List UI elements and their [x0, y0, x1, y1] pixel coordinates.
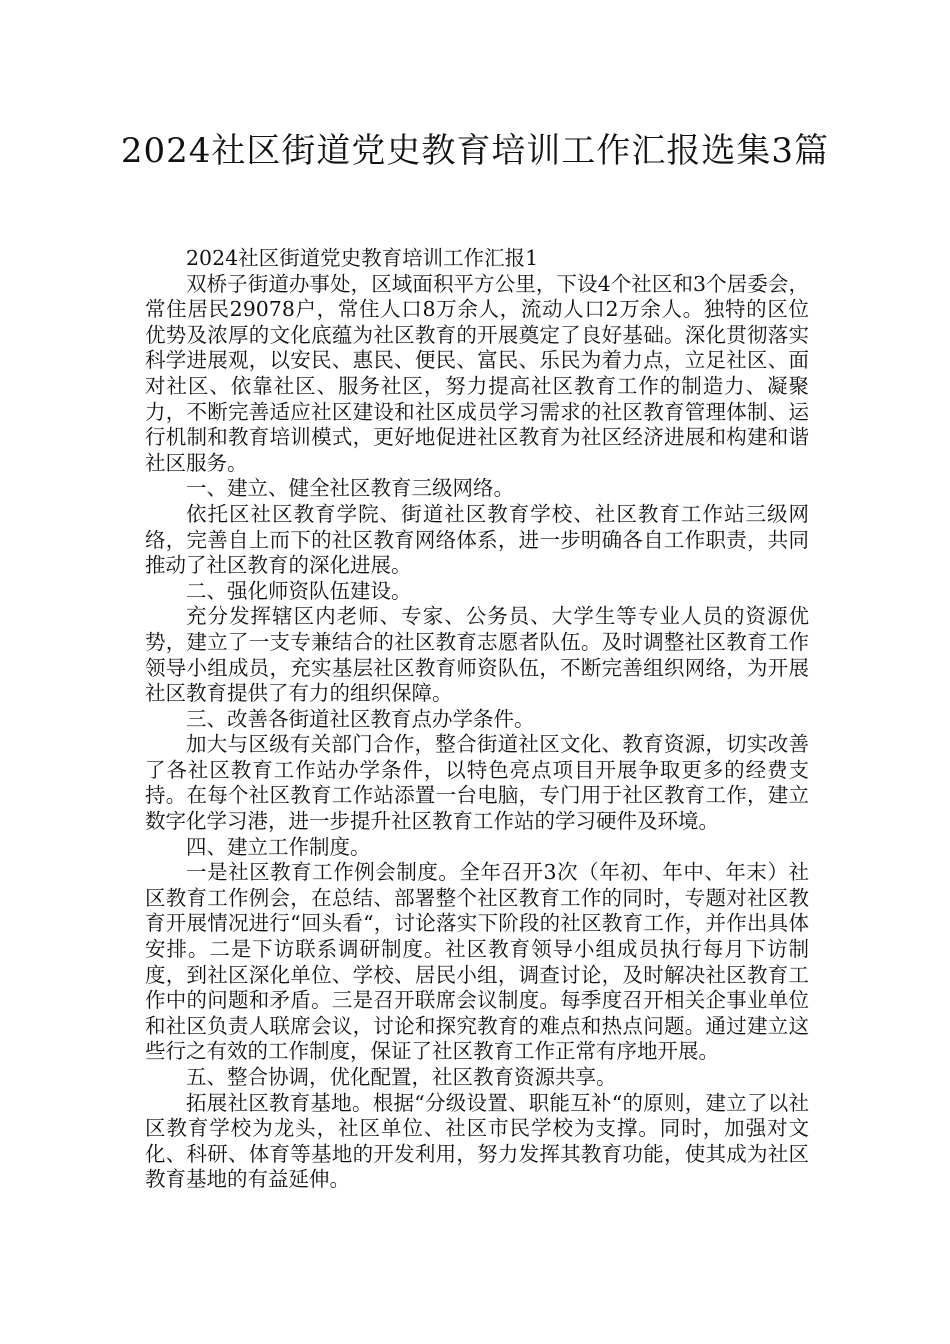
section-heading-2: 二、强化师资队伍建设。	[186, 578, 412, 603]
section-heading: 2024社区街道党史教育培训工作汇报1	[186, 246, 539, 270]
section-heading-5: 五、整合协调，优化配置，社区教育资源共享。	[186, 1065, 617, 1089]
paragraph-network: 依托区社区教育学院、街道社区教育学校、社区教育工作站三级网络，完善自上而下的社区教育网络体系，进一步明确各自工作职责，共同推动了社区教育的深化进展。	[145, 501, 809, 578]
paragraph-resources: 拓展社区教育基地。根据“分级设置、职能互补“的原则，建立了以社区教育学校为龙头，社区单位、社区市民学校为支撑。同时，加强对文化、科研、体育等基地的开发利用，努力发挥其教育功能，使其成为社区教育基地的有益延伸。	[145, 1090, 809, 1192]
paragraph-teachers: 充分发挥辖区内老师、专家、公务员、大学生等专业人员的资源优势，建立了一支专兼结合的社区教育志愿者队伍。及时调整社区教育工作领导小组成员，充实基层社区教育师资队伍，不断完善组织网络，为开展社区教育提供了有力的组织保障。	[145, 604, 809, 706]
section-heading-3: 三、改善各街道社区教育点办学条件。	[186, 706, 535, 731]
paragraph-conditions: 加大与区级有关部门合作，整合街道社区文化、教育资源，切实改善了各社区教育工作站办学条件，以特色亮点项目开展争取更多的经费支持。在每个社区教育工作站添置一台电脑，专门用于社区教育工作，建立数字化学习港，进一步提升社区教育工作站的学习硬件及环境。	[145, 732, 809, 834]
section-heading-4: 四、建立工作制度。	[186, 834, 371, 859]
document-title: 2024社区街道党史教育培训工作汇报选集3篇	[120, 131, 830, 171]
paragraph-intro: 双桥子街道办事处，区域面积平方公里，下设4个社区和3个居委会，常住居民29078户，常住人口8万余人，流动人口2万余人。独特的区位优势及浓厚的文化底蕴为社区教育的开展奠定了良好基础。深化贯彻落实科学进展观，以安民、惠民、便民、富民、乐民为着力点，立足社区、面对社区、依靠社区、服务社区，努力提高社区教育工作的制造力、凝聚力，不断完善适应社区建设和社区成员学习需求的社区教育管理体制、运行机制和教育培训模式，更好地促进社区教育为社区经济进展和构建和谐社区服务。	[145, 271, 809, 475]
paragraph-systems: 一是社区教育工作例会制度。全年召开3次（年初、年中、年末）社区教育工作例会，在总结、部署整个社区教育工作的同时，专题对社区教育开展情况进行“回头看“，讨论落实下阶段的社区教育工作，并作出具体安排。二是下访联系调研制度。社区教育领导小组成员执行每月下访制度，到社区深化单位、学校、居民小组，调查讨论，及时解决社区教育工作中的问题和矛盾。三是召开联席会议制度。每季度召开相关企事业单位和社区负责人联席会议，讨论和探究教育的难点和热点问题。通过建立这些行之有效的工作制度，保证了社区教育工作正常有序地开展。	[145, 860, 809, 1064]
document-body	[145, 246, 809, 1193]
section-heading-1: 一、建立、健全社区教育三级网络。	[186, 476, 514, 501]
